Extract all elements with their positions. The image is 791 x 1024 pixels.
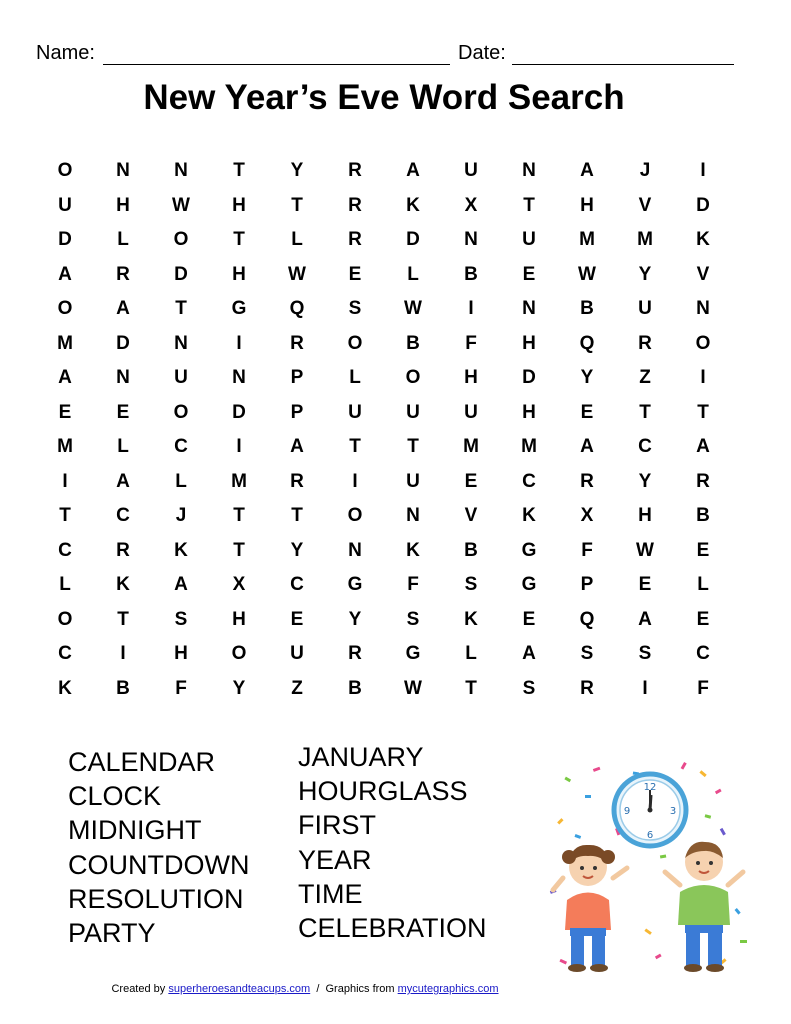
grid-letter: Y	[232, 677, 246, 699]
grid-letter: O	[231, 643, 247, 665]
grid-letter: H	[522, 401, 536, 423]
grid-letter: K	[406, 539, 420, 561]
grid-letter: S	[580, 643, 594, 665]
grid-letter: O	[347, 332, 363, 354]
grid-letter: F	[175, 677, 187, 699]
grid-letter: F	[581, 539, 593, 561]
grid-letter: R	[580, 470, 594, 492]
grid-letter: E	[522, 263, 536, 285]
grid-letter: B	[406, 332, 420, 354]
grid-row	[36, 258, 732, 293]
grid-letter: H	[232, 263, 246, 285]
grid-letter: A	[116, 470, 130, 492]
grid-letter: L	[291, 229, 303, 251]
grid-letter: P	[290, 367, 304, 389]
grid-letter: O	[57, 160, 73, 182]
word-list-item: YEAR	[298, 844, 372, 875]
grid-letter: D	[58, 229, 72, 251]
word-list-item: RESOLUTION	[68, 883, 244, 914]
grid-letter: M	[637, 229, 653, 251]
grid-letter: B	[696, 505, 710, 527]
grid-letter: I	[236, 332, 242, 354]
word-list-item: FIRST	[298, 810, 376, 841]
grid-letter: E	[116, 401, 130, 423]
grid-letter: G	[347, 574, 363, 596]
grid-letter: G	[521, 539, 537, 561]
grid-letter: G	[231, 298, 247, 320]
word-list-item: TIME	[298, 878, 363, 909]
grid-letter: A	[580, 436, 594, 458]
grid-letter: R	[290, 470, 304, 492]
grid-letter: O	[347, 505, 363, 527]
grid-letter: H	[116, 194, 130, 216]
grid-letter: U	[522, 229, 536, 251]
grid-row	[36, 292, 732, 327]
grid-letter: R	[116, 539, 130, 561]
grid-row	[36, 465, 732, 500]
grid-letter: D	[116, 332, 130, 354]
grid-row	[36, 568, 732, 603]
grid-letter: H	[522, 332, 536, 354]
new-year-kids-illustration	[545, 760, 755, 975]
grid-letter: Q	[579, 332, 595, 354]
grid-row	[36, 499, 732, 534]
grid-letter: P	[580, 574, 594, 596]
grid-letter: C	[522, 470, 536, 492]
grid-letter: L	[59, 574, 71, 596]
grid-letter: R	[290, 332, 304, 354]
grid-letter: T	[175, 298, 187, 320]
word-list-right	[298, 740, 487, 945]
grid-letter: I	[468, 298, 474, 320]
grid-letter: S	[522, 677, 536, 699]
grid-letter: I	[700, 160, 706, 182]
grid-letter: Q	[289, 298, 305, 320]
date-field[interactable]	[512, 64, 734, 65]
grid-letter: E	[696, 539, 710, 561]
svg-text:3: 3	[669, 806, 677, 817]
grid-letter: P	[290, 401, 304, 423]
credits-line	[0, 983, 610, 995]
grid-letter: T	[291, 505, 303, 527]
grid-letter: V	[464, 505, 478, 527]
grid-row	[36, 154, 732, 189]
grid-letter: K	[522, 505, 536, 527]
grid-letter: F	[465, 332, 477, 354]
grid-letter: Y	[580, 367, 594, 389]
grid-letter: Y	[638, 470, 652, 492]
grid-letter: T	[291, 194, 303, 216]
grid-letter: L	[117, 436, 129, 458]
name-field[interactable]	[103, 64, 450, 65]
grid-letter: R	[638, 332, 652, 354]
grid-letter: V	[638, 194, 652, 216]
grid-letter: Y	[290, 160, 304, 182]
grid-letter: A	[522, 643, 536, 665]
grid-letter: A	[406, 160, 420, 182]
grid-letter: N	[116, 160, 130, 182]
grid-letter: B	[116, 677, 130, 699]
grid-letter: A	[580, 160, 594, 182]
word-list-item: MIDNIGHT	[68, 815, 202, 846]
grid-row	[36, 327, 732, 362]
grid-letter: J	[639, 160, 651, 182]
grid-letter: N	[174, 160, 188, 182]
grid-letter: M	[463, 436, 479, 458]
grid-letter: T	[407, 436, 419, 458]
grid-letter: Y	[290, 539, 304, 561]
grid-letter: S	[464, 574, 478, 596]
grid-letter: U	[464, 160, 478, 182]
grid-letter: L	[697, 574, 709, 596]
grid-letter: T	[349, 436, 361, 458]
grid-letter: E	[290, 608, 304, 630]
grid-letter: E	[580, 401, 594, 423]
word-list-item: CLOCK	[68, 781, 162, 812]
grid-letter: L	[349, 367, 361, 389]
grid-letter: W	[578, 263, 596, 285]
grid-letter: M	[57, 332, 73, 354]
grid-letter: E	[638, 574, 652, 596]
grid-letter: H	[232, 608, 246, 630]
grid-letter: I	[700, 367, 706, 389]
grid-letter: Z	[639, 367, 651, 389]
grid-letter: G	[405, 643, 421, 665]
grid-letter: I	[236, 436, 242, 458]
grid-letter: O	[173, 229, 189, 251]
grid-letter: T	[233, 505, 245, 527]
grid-letter: R	[348, 194, 362, 216]
credits-created-link[interactable]: superheroesandteacups.com	[168, 983, 311, 995]
grid-letter: I	[352, 470, 358, 492]
grid-letter: N	[522, 160, 536, 182]
grid-letter: C	[58, 643, 72, 665]
grid-letter: M	[57, 436, 73, 458]
svg-text:9: 9	[623, 806, 631, 817]
grid-letter: D	[174, 263, 188, 285]
girl-figure	[553, 845, 627, 972]
grid-letter: C	[116, 505, 130, 527]
grid-row	[36, 361, 732, 396]
grid-letter: E	[464, 470, 478, 492]
grid-letter: A	[638, 608, 652, 630]
grid-letter: T	[697, 401, 709, 423]
grid-letter: U	[348, 401, 362, 423]
grid-letter: H	[580, 194, 594, 216]
date-label: Date:	[458, 42, 506, 64]
grid-letter: U	[406, 470, 420, 492]
grid-letter: C	[696, 643, 710, 665]
grid-letter: N	[232, 367, 246, 389]
word-list-item: COUNTDOWN	[68, 849, 250, 880]
grid-letter: O	[57, 608, 73, 630]
grid-letter: R	[348, 160, 362, 182]
word-list-left	[68, 745, 249, 950]
grid-letter: M	[231, 470, 247, 492]
grid-letter: T	[233, 160, 245, 182]
grid-letter: B	[348, 677, 362, 699]
grid-letter: H	[638, 505, 652, 527]
grid-letter: R	[348, 229, 362, 251]
svg-text:12: 12	[643, 782, 657, 793]
grid-letter: N	[696, 298, 710, 320]
grid-letter: T	[233, 229, 245, 251]
grid-letter: G	[521, 574, 537, 596]
grid-letter: H	[464, 367, 478, 389]
grid-row	[36, 189, 732, 224]
grid-letter: U	[406, 401, 420, 423]
grid-letter: H	[232, 194, 246, 216]
grid-letter: F	[697, 677, 709, 699]
grid-letter: W	[636, 539, 654, 561]
grid-letter: T	[233, 539, 245, 561]
grid-letter: X	[580, 505, 594, 527]
page-title: New Year’s Eve Word Search	[143, 78, 625, 117]
grid-letter: K	[116, 574, 130, 596]
boy-figure	[665, 842, 743, 972]
credits-graphics-link[interactable]: mycutegraphics.com	[397, 983, 499, 995]
grid-row	[36, 603, 732, 638]
grid-letter: A	[174, 574, 188, 596]
grid-letter: A	[116, 298, 130, 320]
grid-letter: T	[117, 608, 129, 630]
grid-letter: S	[348, 298, 362, 320]
grid-letter: W	[404, 677, 422, 699]
svg-text:6: 6	[646, 830, 654, 841]
grid-letter: B	[580, 298, 594, 320]
grid-letter: N	[406, 505, 420, 527]
grid-row	[36, 223, 732, 258]
grid-letter: E	[58, 401, 72, 423]
grid-letter: K	[174, 539, 188, 561]
grid-letter: C	[174, 436, 188, 458]
grid-letter: U	[174, 367, 188, 389]
word-list-item: PARTY	[68, 918, 156, 949]
grid-letter: R	[580, 677, 594, 699]
grid-letter: N	[522, 298, 536, 320]
grid-letter: W	[404, 298, 422, 320]
grid-letter: I	[62, 470, 68, 492]
grid-letter: T	[639, 401, 651, 423]
grid-letter: O	[695, 332, 711, 354]
letter-grid	[36, 154, 732, 706]
grid-letter: U	[638, 298, 652, 320]
grid-letter: L	[407, 263, 419, 285]
grid-letter: X	[232, 574, 246, 596]
grid-row	[36, 534, 732, 569]
grid-letter: M	[521, 436, 537, 458]
grid-letter: S	[406, 608, 420, 630]
grid-letter: Q	[579, 608, 595, 630]
word-list-item: JANUARY	[298, 742, 424, 772]
grid-letter: N	[116, 367, 130, 389]
grid-letter: W	[172, 194, 190, 216]
grid-letter: D	[522, 367, 536, 389]
grid-letter: E	[696, 608, 710, 630]
grid-letter: L	[117, 229, 129, 251]
grid-letter: N	[174, 332, 188, 354]
grid-letter: L	[175, 470, 187, 492]
grid-letter: N	[464, 229, 478, 251]
grid-letter: C	[290, 574, 304, 596]
grid-letter: K	[464, 608, 478, 630]
grid-letter: T	[465, 677, 477, 699]
grid-letter: V	[696, 263, 710, 285]
grid-letter: F	[407, 574, 419, 596]
grid-letter: A	[58, 367, 72, 389]
grid-letter: X	[464, 194, 478, 216]
grid-letter: A	[696, 436, 710, 458]
grid-letter: N	[348, 539, 362, 561]
grid-letter: M	[579, 229, 595, 251]
grid-letter: E	[348, 263, 362, 285]
grid-letter: T	[59, 505, 71, 527]
grid-letter: E	[522, 608, 536, 630]
grid-row	[36, 430, 732, 465]
grid-row	[36, 672, 732, 707]
grid-letter: C	[638, 436, 652, 458]
grid-letter: W	[288, 263, 306, 285]
grid-letter: U	[464, 401, 478, 423]
grid-letter: B	[464, 539, 478, 561]
grid-letter: O	[405, 367, 421, 389]
grid-letter: C	[58, 539, 72, 561]
grid-letter: Y	[348, 608, 362, 630]
grid-letter: K	[696, 229, 710, 251]
grid-letter: L	[465, 643, 477, 665]
name-label: Name:	[36, 42, 95, 64]
credits-separator: / Graphics from	[310, 983, 398, 995]
word-list-item: CALENDAR	[68, 747, 216, 777]
grid-letter: H	[174, 643, 188, 665]
grid-letter: K	[406, 194, 420, 216]
grid-row	[36, 637, 732, 672]
grid-letter: A	[58, 263, 72, 285]
grid-letter: I	[120, 643, 126, 665]
grid-row	[36, 396, 732, 431]
grid-letter: J	[175, 505, 187, 527]
grid-letter: U	[290, 643, 304, 665]
grid-letter: D	[696, 194, 710, 216]
grid-letter: K	[58, 677, 72, 699]
grid-letter: U	[58, 194, 72, 216]
grid-letter: S	[174, 608, 188, 630]
grid-letter: D	[406, 229, 420, 251]
grid-letter: R	[116, 263, 130, 285]
grid-letter: Y	[638, 263, 652, 285]
word-list-item: CELEBRATION	[298, 913, 487, 944]
grid-letter: Z	[291, 677, 303, 699]
grid-letter: O	[173, 401, 189, 423]
grid-letter: D	[232, 401, 246, 423]
grid-letter: I	[642, 677, 648, 699]
grid-letter: R	[348, 643, 362, 665]
grid-letter: T	[523, 194, 535, 216]
word-list-item: HOURGLASS	[298, 776, 468, 807]
grid-letter: O	[57, 298, 73, 320]
grid-letter: A	[290, 436, 304, 458]
credits-created-prefix: Created by	[111, 983, 169, 995]
clock-icon	[614, 774, 686, 846]
grid-letter: S	[638, 643, 652, 665]
grid-letter: B	[464, 263, 478, 285]
grid-letter: R	[696, 470, 710, 492]
